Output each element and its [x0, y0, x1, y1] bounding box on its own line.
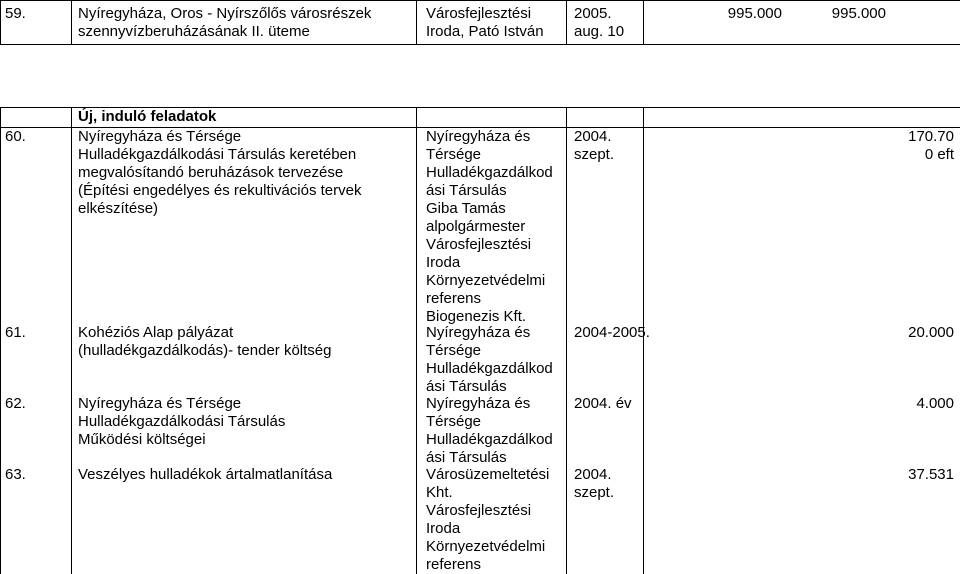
row63-number: 63. [5, 466, 26, 483]
top-table-border-bottom [0, 44, 960, 45]
row60-date: 2004. szept. [574, 128, 615, 163]
top-col-divider-2 [416, 0, 417, 45]
row61-responsible: Nyíregyháza és Térsége Hulladékgazdálkod ási Társulás [426, 324, 553, 395]
row61-number: 61. [5, 324, 26, 341]
row62-amount: 4.000 [916, 395, 954, 412]
row59-date: 2005. aug. 10 [574, 5, 625, 40]
top-table-border-left [0, 0, 1, 45]
row63-amount: 37.531 [908, 466, 954, 483]
row63-responsible: Városüzemeltetési Kht. Városfejlesztési Iroda Környezetvédelmi referens [426, 466, 550, 573]
top-col-divider-1 [71, 0, 72, 45]
row63-description: Veszélyes hulladékok ártalmatlanítása [78, 466, 333, 483]
row62-description: Nyíregyháza és Térsége Hulladékgazdálkodási Társulás Működési költségei [78, 395, 286, 448]
row60-description: Nyíregyháza és Térsége Hulladékgazdálkodási Társulás keretében megvalósítandó beruházások tervezése (Építési engedélyes és rekultivációs tervek elkészítése) [78, 128, 362, 217]
row62-date: 2004. év [574, 395, 632, 412]
row61-date: 2004-2005. [574, 324, 650, 341]
row61-description: Kohéziós Alap pályázat (hulladékgazdálkodás)- tender költség [78, 324, 332, 359]
lower-col-divider-3 [566, 107, 567, 574]
row61-amount: 20.000 [908, 324, 954, 341]
lower-table-border-left [0, 107, 1, 574]
row60-amount: 170.70 0 eft [908, 128, 954, 163]
row62-responsible: Nyíregyháza és Térsége Hulladékgazdálkod ási Társulás [426, 395, 553, 466]
row63-date: 2004. szept. [574, 466, 615, 501]
row59-description: Nyíregyháza, Oros - Nyírszőlős városrészek szennyvízberuházásának II. üteme [78, 5, 372, 40]
row59-responsible: Városfejlesztési Iroda, Pató István [426, 5, 544, 40]
lower-col-divider-2 [416, 107, 417, 574]
row59-value-1: 995.000 [727, 5, 782, 22]
row59-number: 59. [5, 5, 26, 22]
top-table-border-top [0, 0, 960, 1]
row59-value-2: 995.000 [831, 5, 886, 22]
lower-col-divider-1 [71, 107, 72, 574]
row60-responsible: Nyíregyháza és Térsége Hulladékgazdálkod ási Társulás Giba Tamás alpolgármester Városfejlesztési Iroda Környezetvédelmi referens Biogenezis Kft. [426, 128, 553, 325]
row60-number: 60. [5, 128, 26, 145]
top-col-divider-3 [566, 0, 567, 45]
top-col-divider-4 [643, 0, 644, 45]
row62-number: 62. [5, 395, 26, 412]
section-title: Új, induló feladatok [78, 108, 217, 125]
